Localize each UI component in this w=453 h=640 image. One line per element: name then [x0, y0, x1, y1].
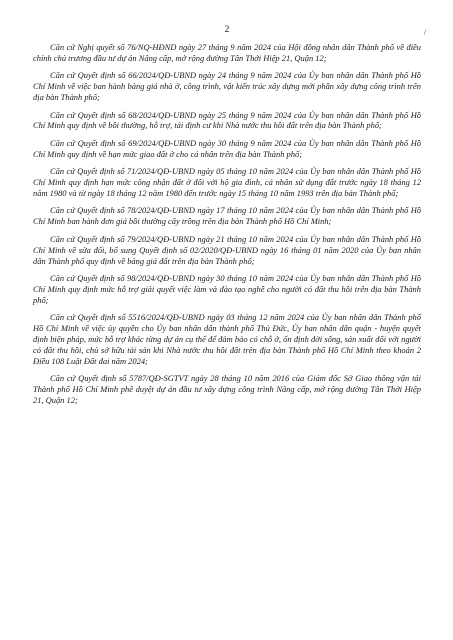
legal-basis-paragraph: Căn cứ Quyết định số 5516/2024/QĐ-UBND ngày 03 tháng 12 năm 2024 của Ủy ban nhân dân Thành phố Hồ Chí Minh về việc ủy quyền cho Ủy ban nhân dân thành phố Thủ Đức, Ủy ban nhân dân quận - huyện quyết định biện pháp, mức hỗ trợ khác từng dự án cụ thể để đảm bảo có chỗ ở, ổn định đời sống, sản xuất đối với người có đất thu hồi, chủ sở hữu tài sản khi Nhà nước thu hồi đất trên địa bàn Thành phố Hồ Chí Minh theo khoản 2 Điều 108 Luật Đất đai năm 2024; [33, 312, 421, 366]
legal-basis-paragraph: Căn cứ Quyết định số 98/2024/QĐ-UBND ngày 30 tháng 10 năm 2024 của Ủy ban nhân dân Thành phố Hồ Chí Minh quy định mức hỗ trợ giải quyết việc làm và đào tạo nghề cho người có đất thu hồi trên địa bàn Thành phố; [33, 272, 421, 305]
legal-basis-paragraph: Căn cứ Quyết định số 69/2024/QĐ-UBND ngày 30 tháng 9 năm 2024 của Ủy ban nhân dân Thành phố Hồ Chí Minh quy định về hạn mức giao đất ở cho cá nhân trên địa bàn Thành phố; [33, 137, 421, 159]
legal-basis-paragraph: Căn cứ Quyết định số 5787/QĐ-SGTVT ngày 28 tháng 10 năm 2016 của Giám đốc Sở Giao thông vận tải Thành phố Hồ Chí Minh phê duyệt dự án đầu tư xây dựng công trình Nâng cấp, mở rộng đường Tân Thới Hiệp 21, Quận 12; [33, 373, 421, 405]
corner-mark: / [423, 28, 426, 37]
legal-basis-paragraph: Căn cứ Quyết định số 68/2024/QĐ-UBND ngày 25 tháng 9 năm 2024 của Ủy ban nhân dân Thành phố Hồ Chí Minh quy định về bồi thường, hỗ trợ, tái định cư khi Nhà nước thu hồi đất trên địa bàn Thành phố; [33, 109, 421, 131]
page-number: 2 [224, 25, 230, 35]
legal-basis-paragraph: Căn cứ Quyết định số 71/2024/QĐ-UBND ngày 05 tháng 10 năm 2024 của Ủy ban nhân dân Thành phố Hồ Chí Minh quy định hạn mức công nhận đất ở đối với hộ gia đình, cá nhân sử dụng đất trước ngày 18 tháng 12 năm 1980 và từ ngày 18 tháng 12 năm 1980 đến trước ngày 15 tháng 10 năm 1993 trên địa bàn Thành phố; [33, 166, 421, 198]
legal-basis-paragraph: Căn cứ Quyết định số 66/2024/QĐ-UBND ngày 24 tháng 9 năm 2024 của Ủy ban nhân dân Thành phố Hồ Chí Minh về việc ban hành bảng giá nhà ở, công trình, vật kiến trúc xây dựng mới phần xây dựng công trình trên địa bàn Thành phố; [33, 70, 421, 103]
legal-basis-paragraph: Căn cứ Quyết định số 78/2024/QĐ-UBND ngày 17 tháng 10 năm 2024 của Ủy ban nhân dân Thành phố Hồ Chí Minh ban hành đơn giá bồi thường cây trồng trên địa bàn Thành phố Hồ Chí Minh; [33, 205, 421, 227]
legal-basis-paragraph: Căn cứ Quyết định số 79/2024/QĐ-UBND ngày 21 tháng 10 năm 2024 của Ủy ban nhân dân Thành phố Hồ Chí Minh về sửa đổi, bổ sung Quyết định số 02/2020/QĐ-UBND ngày 16 tháng 01 năm 2020 của Ủy ban nhân dân Thành phố quy định về bảng giá đất trên địa bàn Thành phố; [33, 233, 421, 266]
legal-basis-paragraph: Căn cứ Nghị quyết số 76/NQ-HĐND ngày 27 tháng 9 năm 2024 của Hội đồng nhân dân Thành phố về điều chỉnh chủ trương đầu tư dự án Nâng cấp, mở rộng đường Tân Thới Hiệp 21, Quận 12; [33, 42, 421, 63]
